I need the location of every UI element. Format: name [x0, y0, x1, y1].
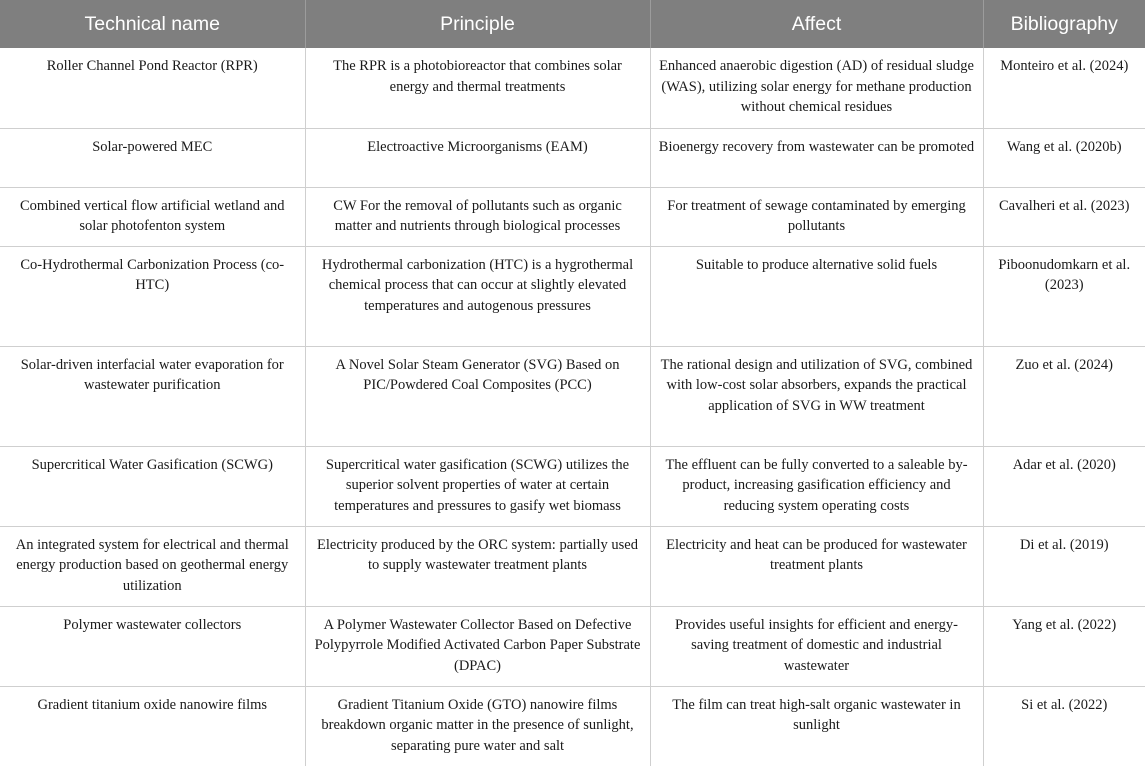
- cell-affect: Electricity and heat can be produced for wastewater treatment plants: [650, 526, 983, 606]
- cell-affect: The film can treat high-salt organic wastewater in sunlight: [650, 686, 983, 766]
- cell-principle: Electroactive Microorganisms (EAM): [305, 128, 650, 187]
- cell-affect: The rational design and utilization of SVG, combined with low-cost solar absorbers, expands the practical application of SVG in WW treatment: [650, 346, 983, 446]
- table-header: [0, 0, 1145, 48]
- cell-principle: Electricity produced by the ORC system: partially used to supply wastewater treatment plants: [305, 526, 650, 606]
- cell-bibliography: Monteiro et al. (2024): [983, 48, 1145, 128]
- cell-technical-name: Co-Hydrothermal Carbonization Process (co-HTC): [0, 246, 305, 346]
- cell-technical-name: Solar-driven interfacial water evaporation for wastewater purification: [0, 346, 305, 446]
- cell-bibliography: Adar et al. (2020): [983, 446, 1145, 526]
- cell-bibliography: Cavalheri et al. (2023): [983, 187, 1145, 246]
- cell-technical-name: Gradient titanium oxide nanowire films: [37, 696, 268, 713]
- cell-bibliography: Si et al. (2022): [983, 686, 1145, 766]
- cell-technical-name: An integrated system for electrical and thermal energy production based on geothermal energy utilization: [0, 526, 305, 606]
- table-row: [0, 128, 1145, 187]
- cell-bibliography: Wang et al. (2020b): [983, 128, 1145, 187]
- cell-technical-name: Solar-powered MEC: [0, 128, 305, 187]
- table-row: [0, 346, 1145, 446]
- cell-technical-name: Roller Channel Pond Reactor (RPR): [0, 48, 305, 128]
- cell-principle: Supercritical water gasification (SCWG) utilizes the superior solvent properties of water at certain temperatures and pressures to gasify wet biomass: [305, 446, 650, 526]
- header-row: [0, 0, 1145, 48]
- cell-affect: Enhanced anaerobic digestion (AD) of residual sludge (WAS), utilizing solar energy for methane production without chemical residues: [650, 48, 983, 128]
- table-row: [0, 187, 1145, 246]
- cell-bibliography: Zuo et al. (2024): [983, 346, 1145, 446]
- cell-principle: A Novel Solar Steam Generator (SVG) Based on PIC/Powdered Coal Composites (PCC): [305, 346, 650, 446]
- cell-technical-name: Combined vertical flow artificial wetland and solar photofenton system: [0, 187, 305, 246]
- header-affect: Affect: [650, 0, 983, 48]
- cell-bibliography: Piboonudomkarn et al. (2023): [983, 246, 1145, 346]
- cell-affect: Suitable to produce alternative solid fuels: [650, 246, 983, 346]
- header-technical-name: Technical name: [0, 0, 305, 48]
- table-row: [0, 446, 1145, 526]
- cell-technical-name: Polymer wastewater collectors: [0, 606, 305, 686]
- cell-principle: Hydrothermal carbonization (HTC) is a hygrothermal chemical process that can occur at slightly elevated temperatures and autogenous pressures: [305, 246, 650, 346]
- table-row: [0, 526, 1145, 606]
- table-row: [0, 686, 1145, 766]
- header-bibliography: Bibliography: [983, 0, 1145, 48]
- cell-affect: For treatment of sewage contaminated by emerging pollutants: [650, 187, 983, 246]
- cell-principle: CW For the removal of pollutants such as organic matter and nutrients through biological processes: [305, 187, 650, 246]
- header-principle: Principle: [305, 0, 650, 48]
- cell-affect: Provides useful insights for efficient and energy-saving treatment of domestic and industrial wastewater: [650, 606, 983, 686]
- cell-bibliography: Di et al. (2019): [983, 526, 1145, 606]
- cell-technical-name: Supercritical Water Gasification (SCWG): [0, 446, 305, 526]
- table-row: [0, 246, 1145, 346]
- cell-bibliography: Yang et al. (2022): [983, 606, 1145, 686]
- cell-principle: A Polymer Wastewater Collector Based on Defective Polypyrrole Modified Activated Carbon Paper Substrate (DPAC): [305, 606, 650, 686]
- table-row: [0, 606, 1145, 686]
- cell-affect: Bioenergy recovery from wastewater can be promoted: [650, 128, 983, 187]
- table-row: [0, 48, 1145, 128]
- cell-principle: Gradient Titanium Oxide (GTO) nanowire films breakdown organic matter in the presence of sunlight, separating pure water and salt: [305, 686, 650, 766]
- cell-affect: The effluent can be fully converted to a saleable by-product, increasing gasification efficiency and reducing system operating costs: [650, 446, 983, 526]
- table-body: [0, 48, 1145, 766]
- cell-principle: The RPR is a photobioreactor that combines solar energy and thermal treatments: [305, 48, 650, 128]
